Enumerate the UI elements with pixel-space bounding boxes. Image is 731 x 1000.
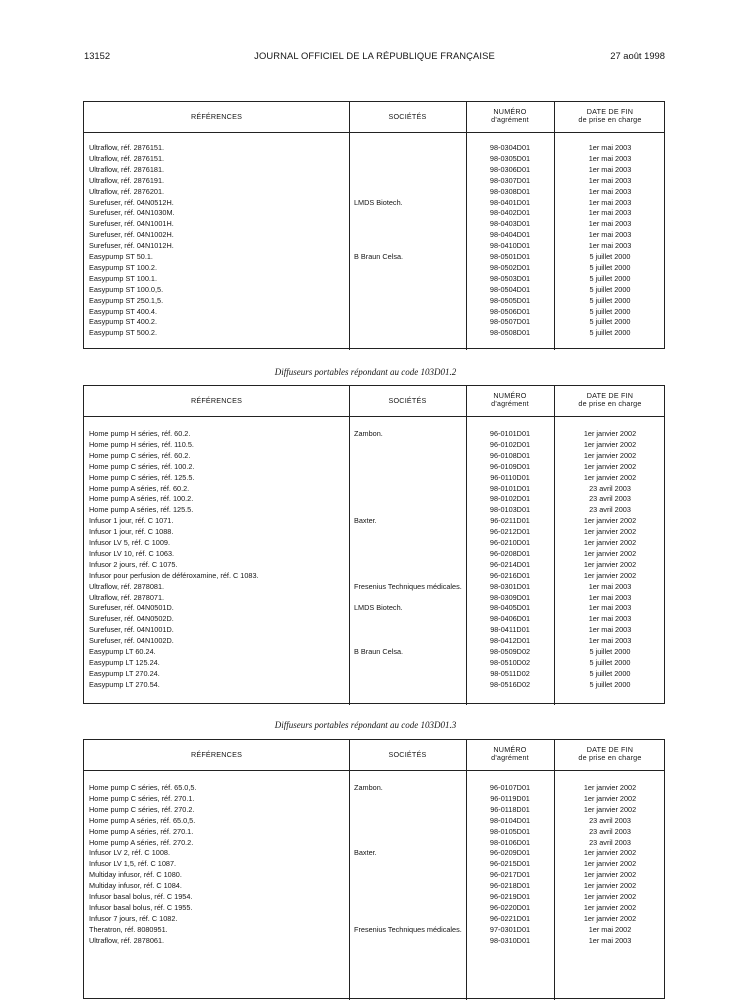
cell-numero: 98-0307D01 <box>489 175 531 185</box>
cell-numero: 98-0410D01 <box>489 241 531 251</box>
header-divider <box>84 416 664 417</box>
cell-reference: Home pump H séries, réf. 60.2. <box>89 429 191 438</box>
cell-reference: Infusor LV 10, réf. C 1063. <box>89 548 175 558</box>
cell-date: 1er mai 2003 <box>588 241 632 251</box>
cell-date: 5 juillet 2000 <box>589 328 631 338</box>
cell-reference: Infusor 2 jours, réf. C 1075. <box>89 559 178 569</box>
cell-date: 23 avril 2003 <box>589 815 631 825</box>
cell-date: 1er janvier 2002 <box>583 461 637 471</box>
cell-numero: 97-0301D01 <box>489 924 531 934</box>
cell-date: 1er janvier 2002 <box>583 559 637 569</box>
cell-numero: 98-0306D01 <box>489 164 531 174</box>
cell-numero: 96-0208D01 <box>489 548 531 558</box>
cell-reference: Easypump ST 400.4. <box>89 306 158 316</box>
cell-reference: Theratron, réf. 8080951. <box>89 924 168 934</box>
cell-numero: 96-0215D01 <box>489 859 531 869</box>
cell-numero: 96-0108D01 <box>489 450 531 460</box>
cell-date: 1er mai 2003 <box>588 625 632 635</box>
cell-numero: 96-0210D01 <box>489 538 531 547</box>
cell-reference: Home pump C séries, réf. 270.2. <box>89 804 195 814</box>
cell-numero: 98-0105D01 <box>489 826 531 836</box>
cell-reference: Easypump LT 270.54. <box>89 679 160 689</box>
cell-reference: Home pump A séries, réf. 270.2. <box>89 837 194 847</box>
header-societes-line: SOCIÉTÉS <box>388 750 427 759</box>
cell-date: 1er janvier 2002 <box>583 450 637 460</box>
header-numero-line: d'agrément <box>491 753 529 763</box>
cell-societe: Fresenius Techniques médicales. <box>354 581 462 591</box>
cell-reference: Ultraflow, réf. 2878071. <box>89 592 165 602</box>
cell-date: 1er mai 2003 <box>588 614 632 624</box>
cell-reference: Surefuser, réf. 04N0501D. <box>89 603 174 613</box>
cell-societe: Zambon. <box>354 783 383 792</box>
cell-reference: Home pump A séries, réf. 65.0,5. <box>89 815 196 825</box>
cell-date: 1er mai 2003 <box>588 636 632 646</box>
header-numero <box>466 108 554 125</box>
cell-date: 1er mai 2003 <box>588 592 632 602</box>
cell-numero: 98-0412D01 <box>489 636 531 646</box>
cell-date: 1er janvier 2002 <box>583 439 637 449</box>
cell-date: 23 avril 2003 <box>589 505 631 515</box>
header-date-fin-line: DATE DE FIN <box>586 391 634 400</box>
cell-reference: Home pump C séries, réf. 100.2. <box>89 461 195 471</box>
cell-societe: B Braun Celsa. <box>354 647 404 656</box>
cell-numero: 96-0212D01 <box>489 527 531 537</box>
cell-date: 5 juillet 2000 <box>589 306 631 316</box>
cell-date: 5 juillet 2000 <box>589 252 631 261</box>
cell-date: 1er janvier 2002 <box>583 913 637 923</box>
cell-numero: 96-0109D01 <box>489 461 531 471</box>
header-numero-line: d'agrément <box>491 399 529 409</box>
header-date-fin-line: de prise en charge <box>578 399 642 409</box>
cell-reference: Home pump C séries, réf. 65.0,5. <box>89 783 197 792</box>
cell-reference: Home pump C séries, réf. 60.2. <box>89 450 191 460</box>
cell-numero: 98-0507D01 <box>489 317 531 327</box>
header-references <box>84 113 349 121</box>
cell-date: 23 avril 2003 <box>589 483 631 493</box>
header-societes <box>349 113 466 121</box>
header-date-fin-line: DATE DE FIN <box>586 745 634 754</box>
cell-reference: Easypump ST 500.2. <box>89 328 158 338</box>
cell-date: 1er mai 2003 <box>588 164 632 174</box>
header-numero <box>466 392 554 409</box>
cell-numero: 96-0110D01 <box>490 472 530 482</box>
cell-numero: 98-0505D01 <box>489 295 531 305</box>
cell-date: 1er janvier 2002 <box>583 516 637 526</box>
header-numero <box>466 746 554 763</box>
cell-numero: 98-0511D02 <box>490 668 530 678</box>
cell-reference: Ultraflow, réf. 2876181. <box>89 164 165 174</box>
cell-reference: Home pump H séries, réf. 110.5. <box>89 439 194 449</box>
cell-date: 1er mai 2003 <box>588 153 632 163</box>
cell-numero: 96-0118D01 <box>490 804 530 814</box>
cell-numero: 98-0405D01 <box>489 603 531 613</box>
cell-reference: Ultraflow, réf. 2876151. <box>89 143 165 152</box>
cell-date: 1er janvier 2002 <box>583 472 637 482</box>
cell-numero: 98-0508D01 <box>489 328 531 338</box>
cell-date: 1er janvier 2002 <box>583 804 637 814</box>
cell-numero: 98-0104D01 <box>489 815 531 825</box>
cell-reference: Home pump A séries, réf. 270.1. <box>89 826 194 836</box>
cell-date: 1er janvier 2002 <box>583 892 637 901</box>
cell-reference: Ultraflow, réf. 2876201. <box>89 186 165 196</box>
column-divider <box>349 386 350 705</box>
cell-date: 5 juillet 2000 <box>589 262 631 272</box>
table-1 <box>83 101 665 349</box>
cell-reference: Easypump LT 125.24. <box>89 657 160 667</box>
cell-numero: 98-0401D01 <box>489 197 531 207</box>
cell-date: 1er janvier 2002 <box>583 881 637 891</box>
cell-reference: Surefuser, réf. 04N1030M. <box>89 208 175 218</box>
cell-reference: Ultraflow, réf. 2878061. <box>89 935 165 945</box>
page-header <box>84 50 665 64</box>
cell-reference: Surefuser, réf. 04N1002H. <box>89 230 174 240</box>
cell-reference: Infusor basal bolus, réf. C 1955. <box>89 902 193 912</box>
cell-numero: 96-0101D01 <box>489 429 531 438</box>
cell-date: 1er mai 2003 <box>588 197 632 207</box>
cell-date: 1er janvier 2002 <box>583 870 637 880</box>
cell-reference: Easypump LT 60.24. <box>89 647 156 656</box>
cell-reference: Easypump ST 100.2. <box>89 262 158 272</box>
cell-numero: 98-0510D02 <box>489 657 531 667</box>
cell-reference: Easypump ST 400.2. <box>89 317 158 327</box>
cell-reference: Easypump ST 100.1. <box>89 273 158 283</box>
cell-numero: 96-0219D01 <box>489 892 531 901</box>
cell-date: 5 juillet 2000 <box>589 657 631 667</box>
cell-societe: LMDS Biotech. <box>354 197 403 207</box>
cell-date: 5 juillet 2000 <box>589 284 631 294</box>
cell-reference: Surefuser, réf. 04N1012H. <box>89 241 174 251</box>
cell-reference: Multiday infusor, réf. C 1084. <box>89 881 182 891</box>
cell-numero: 98-0308D01 <box>489 186 531 196</box>
column-divider <box>349 740 350 1000</box>
cell-numero: 98-0501D01 <box>489 252 531 261</box>
cell-date: 5 juillet 2000 <box>589 295 631 305</box>
cell-societe: Fresenius Techniques médicales. <box>354 924 462 934</box>
column-divider <box>349 102 350 350</box>
header-divider <box>84 132 664 133</box>
header-references-line: RÉFÉRENCES <box>190 396 243 405</box>
cell-reference: Infusor LV 5, réf. C 1009. <box>89 538 170 547</box>
header-date-fin <box>554 392 666 409</box>
header-societes-line: SOCIÉTÉS <box>388 112 427 121</box>
cell-numero: 96-0107D01 <box>489 783 531 792</box>
header-date-fin <box>554 108 666 125</box>
cell-numero: 98-0509D02 <box>489 647 531 656</box>
cell-numero: 98-0103D01 <box>489 505 531 515</box>
cell-societe: Zambon. <box>354 429 383 438</box>
cell-date: 1er janvier 2002 <box>583 859 637 869</box>
header-societes <box>349 751 466 759</box>
cell-numero: 96-0214D01 <box>489 559 531 569</box>
cell-reference: Surefuser, réf. 04N1002D. <box>89 636 174 646</box>
cell-reference: Ultraflow, réf. 2876151. <box>89 153 165 163</box>
cell-reference: Home pump A séries, réf. 125.5. <box>89 505 194 515</box>
cell-date: 1er janvier 2002 <box>583 548 637 558</box>
cell-date: 1er mai 2003 <box>588 935 632 945</box>
cell-reference: Easypump ST 50.1. <box>89 252 153 261</box>
cell-date: 5 juillet 2000 <box>589 647 631 656</box>
header-date-fin-line: de prise en charge <box>578 115 642 125</box>
cell-date: 1er mai 2003 <box>588 186 632 196</box>
cell-date: 1er mai 2003 <box>588 581 632 591</box>
cell-numero: 98-0406D01 <box>489 614 531 624</box>
cell-numero: 98-0404D01 <box>489 230 531 240</box>
cell-numero: 96-0221D01 <box>489 913 531 923</box>
cell-numero: 98-0310D01 <box>489 935 531 945</box>
cell-date: 1er janvier 2002 <box>583 848 637 858</box>
header-numero-line: d'agrément <box>491 115 529 125</box>
table-3 <box>83 739 665 999</box>
cell-numero: 98-0101D01 <box>489 483 531 493</box>
publication-date: 27 août 1998 <box>610 50 665 61</box>
cell-date: 1er mai 2003 <box>588 143 632 152</box>
header-societes <box>349 397 466 405</box>
cell-reference: Home pump C séries, réf. 270.1. <box>89 793 195 803</box>
cell-numero: 98-0504D01 <box>489 284 531 294</box>
cell-reference: Easypump LT 270.24. <box>89 668 160 678</box>
table-caption-2: Diffuseurs portables répondant au code 103D01.2 <box>274 367 457 377</box>
cell-date: 1er mai 2003 <box>588 219 632 229</box>
cell-numero: 98-0503D01 <box>489 273 531 283</box>
cell-date: 1er janvier 2002 <box>583 902 637 912</box>
cell-reference: Infusor basal bolus, réf. C 1954. <box>89 892 193 901</box>
header-references-line: RÉFÉRENCES <box>190 112 243 121</box>
cell-reference: Surefuser, réf. 04N1001D. <box>89 625 174 635</box>
cell-numero: 96-0102D01 <box>489 439 531 449</box>
cell-reference: Home pump A séries, réf. 100.2. <box>89 494 194 504</box>
cell-date: 1er mai 2003 <box>588 603 632 613</box>
cell-numero: 96-0217D01 <box>489 870 531 880</box>
cell-numero: 96-0211D01 <box>490 516 530 526</box>
cell-date: 1er janvier 2002 <box>583 793 637 803</box>
cell-date: 1er mai 2003 <box>588 175 632 185</box>
header-references <box>84 397 349 405</box>
cell-numero: 96-0220D01 <box>489 902 531 912</box>
cell-societe: Baxter. <box>354 516 377 526</box>
cell-date: 1er janvier 2002 <box>583 783 637 792</box>
header-divider <box>84 770 664 771</box>
header-references-line: RÉFÉRENCES <box>190 750 243 759</box>
cell-reference: Infusor 7 jours, réf. C 1082. <box>89 913 178 923</box>
cell-date: 1er mai 2003 <box>588 230 632 240</box>
cell-reference: Infusor pour perfusion de déféroxamine, réf. C 1083. <box>89 570 259 580</box>
cell-date: 1er mai 2002 <box>588 924 632 934</box>
cell-date: 5 juillet 2000 <box>589 668 631 678</box>
cell-date: 5 juillet 2000 <box>589 317 631 327</box>
cell-date: 1er janvier 2002 <box>583 429 637 438</box>
cell-reference: Infusor LV 2, réf. C 1008. <box>89 848 170 858</box>
cell-numero: 96-0218D01 <box>489 881 531 891</box>
cell-date: 5 juillet 2000 <box>589 679 631 689</box>
cell-numero: 96-0216D01 <box>489 570 531 580</box>
cell-societe: B Braun Celsa. <box>354 252 404 261</box>
cell-numero: 98-0402D01 <box>489 208 531 218</box>
page-number: 13152 <box>84 50 111 61</box>
cell-reference: Infusor 1 jour, réf. C 1071. <box>89 516 174 526</box>
cell-date: 23 avril 2003 <box>589 494 631 504</box>
cell-date: 1er mai 2003 <box>588 208 632 218</box>
cell-reference: Surefuser, réf. 04N0512H. <box>89 197 174 207</box>
cell-date: 1er janvier 2002 <box>583 570 637 580</box>
cell-reference: Easypump ST 250.1,5. <box>89 295 164 305</box>
cell-reference: Easypump ST 100.0,5. <box>89 284 164 294</box>
cell-date: 1er janvier 2002 <box>583 538 637 547</box>
cell-numero: 96-0209D01 <box>489 848 531 858</box>
cell-reference: Ultraflow, réf. 2876191. <box>89 175 165 185</box>
header-references <box>84 751 349 759</box>
cell-date: 23 avril 2003 <box>589 826 631 836</box>
cell-date: 23 avril 2003 <box>589 837 631 847</box>
cell-reference: Surefuser, réf. 04N1001H. <box>89 219 174 229</box>
cell-numero: 98-0301D01 <box>489 581 531 591</box>
cell-societe: LMDS Biotech. <box>354 603 403 613</box>
cell-numero: 98-0309D01 <box>489 592 531 602</box>
cell-reference: Infusor 1 jour, réf. C 1088. <box>89 527 174 537</box>
cell-reference: Infusor LV 1,5, réf. C 1087. <box>89 859 177 869</box>
header-date-fin-line: DATE DE FIN <box>586 107 634 116</box>
cell-numero: 98-0411D01 <box>490 625 530 635</box>
cell-reference: Home pump A séries, réf. 60.2. <box>89 483 190 493</box>
cell-date: 1er janvier 2002 <box>583 527 637 537</box>
cell-numero: 98-0304D01 <box>489 143 531 152</box>
table-caption-3: Diffuseurs portables répondant au code 103D01.3 <box>274 720 457 730</box>
header-numero-line: NUMÉRO <box>493 745 527 754</box>
cell-numero: 98-0305D01 <box>489 153 531 163</box>
cell-reference: Home pump C séries, réf. 125.5. <box>89 472 195 482</box>
cell-numero: 98-0102D01 <box>489 494 531 504</box>
cell-reference: Ultraflow, réf. 2878081. <box>89 581 165 591</box>
cell-numero: 96-0119D01 <box>490 793 530 803</box>
cell-reference: Multiday infusor, réf. C 1080. <box>89 870 182 880</box>
cell-date: 5 juillet 2000 <box>589 273 631 283</box>
cell-societe: Baxter. <box>354 848 377 858</box>
header-date-fin-line: de prise en charge <box>578 753 642 763</box>
header-numero-line: NUMÉRO <box>493 391 527 400</box>
cell-numero: 98-0502D01 <box>489 262 531 272</box>
header-societes-line: SOCIÉTÉS <box>388 396 427 405</box>
cell-numero: 98-0403D01 <box>489 219 531 229</box>
table-2 <box>83 385 665 704</box>
header-date-fin <box>554 746 666 763</box>
cell-numero: 98-0516D02 <box>489 679 531 689</box>
cell-numero: 98-0506D01 <box>489 306 531 316</box>
journal-title: JOURNAL OFFICIEL DE LA RÉPUBLIQUE FRANÇAISE <box>254 50 495 61</box>
header-numero-line: NUMÉRO <box>493 107 527 116</box>
cell-reference: Surefuser, réf. 04N0502D. <box>89 614 174 624</box>
cell-numero: 98-0106D01 <box>489 837 531 847</box>
